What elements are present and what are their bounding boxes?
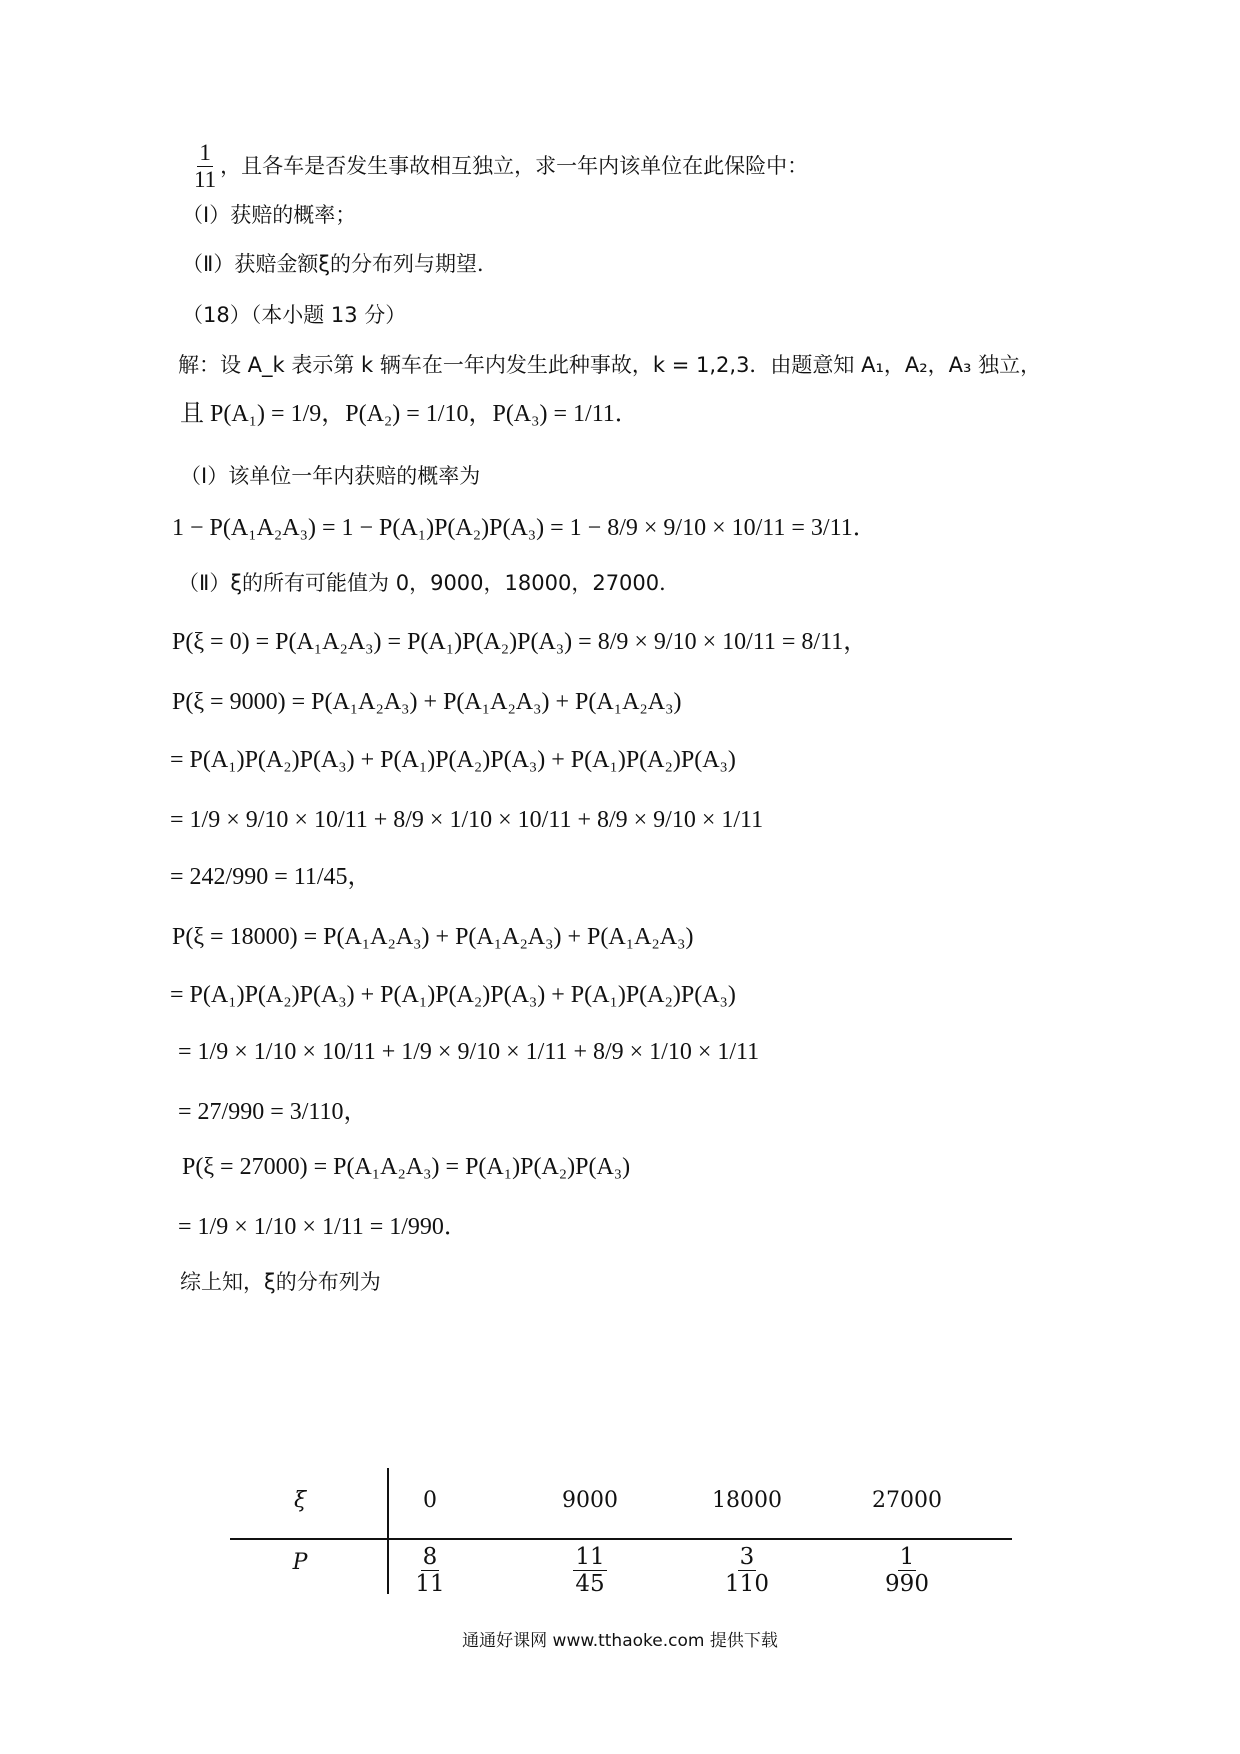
p9000-line-1: P(ξ = 9000) = P(A₁A₂A₃) + P(A₁A₂A₃) + P(A₁A₂A₃) bbox=[172, 689, 682, 715]
table-horizontal-rule bbox=[230, 1538, 1012, 1540]
question-2: （Ⅱ）获赔金额ξ的分布列与期望． bbox=[182, 252, 499, 276]
part1-label: （Ⅰ）该单位一年内获赔的概率为 bbox=[180, 464, 481, 488]
table-prob: $\frac{1}{990}$ bbox=[885, 1544, 929, 1598]
summary-text: 综上知，ξ的分布列为 bbox=[180, 1270, 381, 1294]
solution-intro-text: 解：设 A_k 表示第 k 辆车在一年内发生此种事故，k = 1,2,3．由题意知 A₁，A₂，A₃ 独立， bbox=[178, 353, 1042, 377]
table-value: 9000 bbox=[562, 1488, 618, 1513]
part2-label: （Ⅱ）ξ的所有可能值为 0，9000，18000，27000． bbox=[178, 571, 681, 595]
p9000-line-2: = P(A₁)P(A₂)P(A₃) + P(A₁)P(A₂)P(A₃) + P(A₁)P(A₂)P(A₃) bbox=[170, 747, 736, 773]
page-footer: 通通好课网 www.tthaoke.com 提供下载 bbox=[462, 1631, 778, 1651]
fraction: $\frac{1}{11}$ bbox=[194, 140, 217, 193]
table-prob: $\frac{11}{45}$ bbox=[575, 1544, 605, 1598]
p18000-line-4: = 27/990 = 3/110， bbox=[178, 1099, 368, 1125]
question-1: （Ⅰ）获赔的概率； bbox=[182, 203, 357, 227]
p0-formula: P(ξ = 0) = P(A₁A₂A₃) = P(A₁)P(A₂)P(A₃) = 8/9 × 9/10 × 10/11 = 8/11， bbox=[172, 629, 868, 655]
p18000-line-1: P(ξ = 18000) = P(A₁A₂A₃) + P(A₁A₂A₃) + P(A₁A₂A₃) bbox=[172, 924, 694, 950]
problem-18-heading: （18）（本小题 13 分） bbox=[182, 303, 407, 327]
table-row-label: P bbox=[292, 1550, 308, 1575]
table-prob: $\frac{8}{11}$ bbox=[415, 1544, 445, 1598]
solution-given bbox=[180, 402, 639, 426]
solution-intro bbox=[178, 355, 1041, 376]
table-prob: $\frac{3}{110}$ bbox=[725, 1544, 769, 1598]
p9000-line-3: = 1/9 × 9/10 × 10/11 + 8/9 × 1/10 × 10/11 + 8/9 × 9/10 × 1/11 bbox=[170, 807, 764, 833]
problem-line-1 bbox=[190, 140, 808, 194]
part1-formula: 1 − P(A₁A₂A₃) = 1 − P(A₁)P(A₂)P(A₃) = 1 − 8/9 × 9/10 × 10/11 = 3/11． bbox=[172, 515, 877, 541]
given-text: 且 P(A₁) = 1/9，P(A₂) = 1/10，P(A₃) = 1/11． bbox=[180, 401, 639, 427]
table-value: 0 bbox=[423, 1488, 437, 1513]
table-value: 27000 bbox=[872, 1488, 942, 1513]
p18000-line-2: = P(A₁)P(A₂)P(A₃) + P(A₁)P(A₂)P(A₃) + P(A₁)P(A₂)P(A₃) bbox=[170, 982, 736, 1008]
problem-text: ，且各车是否发生事故相互独立，求一年内该单位在此保险中： bbox=[220, 153, 809, 178]
p18000-line-3: = 1/9 × 1/10 × 10/11 + 1/9 × 9/10 × 1/11 + 8/9 × 1/10 × 1/11 bbox=[178, 1039, 760, 1065]
p27000-line-2: = 1/9 × 1/10 × 1/11 = 1/990． bbox=[178, 1214, 468, 1240]
p27000-line-1: P(ξ = 27000) = P(A₁A₂A₃) = P(A₁)P(A₂)P(A₃) bbox=[182, 1154, 631, 1180]
table-header-label: ξ bbox=[293, 1488, 307, 1513]
distribution-table bbox=[230, 1468, 1012, 1598]
p9000-line-4: = 242/990 = 11/45， bbox=[170, 864, 372, 890]
table-value: 18000 bbox=[712, 1488, 782, 1513]
